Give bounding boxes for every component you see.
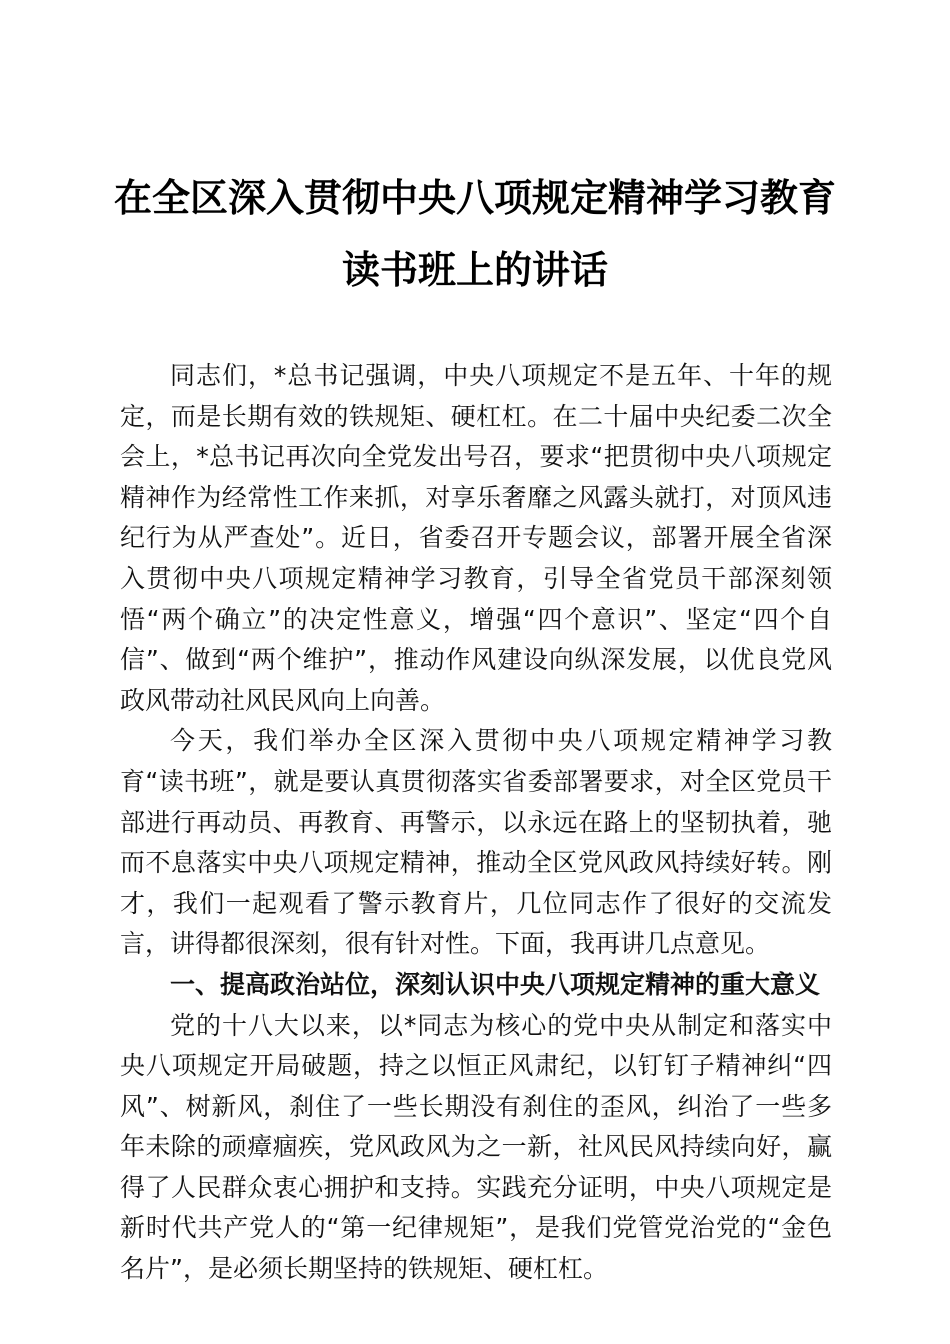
section-paragraph: 党的十八大以来，以*同志为核心的党中央从制定和落实中央八项规定开局破题，持之以恒正风肃纪，以钉钉子精神纠“四风”、树新风，刹住了一些长期没有刹住的歪风，纠治了一些多年未除的顽瘴痼疾，党风政风为之一新，社风民风持续向好，赢得了人民群众衷心拥护和支持。实践充分证明，中央八项规定是新时代共产党人的“第一纪律规矩”，是我们党管党治党的“金色名片”，是必须长期坚持的铁规矩、硬杠杠。 [120,1010,832,1284]
paragraph-intro: 同志们，*总书记强调，中央八项规定不是五年、十年的规定，而是长期有效的铁规矩、硬杠杠。在二十届中央纪委二次全会上，*总书记再次向全党发出号召，要求“把贯彻中央八项规定精神作为经常性工作来抓，对享乐奢靡之风露头就打，对顶风违纪行为从严查处”。近日，省委召开专题会议，部署开展全省深入贯彻中央八项规定精神学习教育，引导全省党员干部深刻领悟“两个确立”的决定性意义，增强“四个意识”、坚定“四个自信”、做到“两个维护”，推动作风建设向纵深发展，以优良党风政风带动社风民风向上向善。 [120,361,832,715]
section-heading: 一、提高政治站位，深刻认识中央八项规定精神的重大意义 [170,969,821,999]
paragraph-today: 今天，我们举办全区深入贯彻中央八项规定精神学习教育“读书班”，就是要认真贯彻落实省委部署要求，对全区党员干部进行再动员、再教育、再警示，以永远在路上的坚韧执着，驰而不息落实中央八项规定精神，推动全区党风政风持续好转。刚才，我们一起观看了警示教育片，几位同志作了很好的交流发言，讲得都很深刻，很有针对性。下面，我再讲几点意见。 [120,726,832,959]
document-title: 在全区深入贯彻中央八项规定精神学习教育读书班上的讲话 [113,175,836,292]
document-body [120,356,832,1290]
